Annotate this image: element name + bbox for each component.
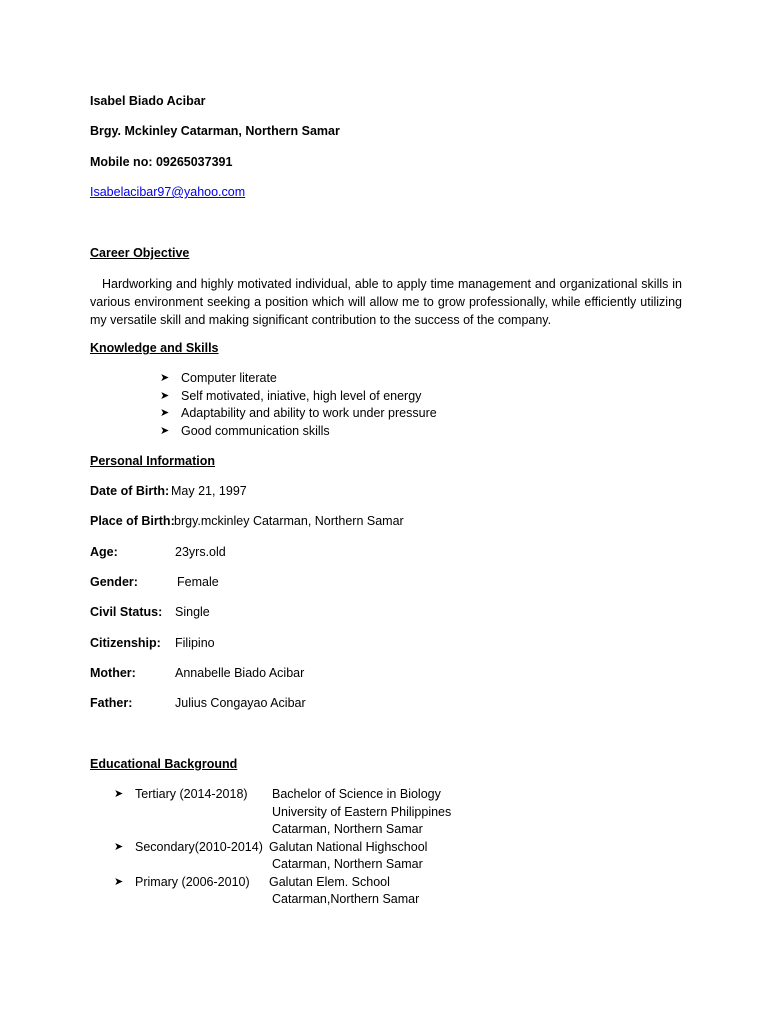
education-detail: Catarman, Northern Samar	[272, 857, 423, 871]
education-detail: Catarman, Northern Samar	[272, 822, 423, 836]
skills-heading: Knowledge and Skills	[90, 341, 219, 355]
email-link[interactable]: Isabelacibar97@yahoo.com	[90, 185, 246, 199]
personal-info-heading: Personal Information	[90, 454, 216, 468]
father-label: Father:	[90, 696, 133, 710]
arrowhead-bullet-icon: ➤	[114, 788, 124, 800]
civil-status-label: Civil Status:	[90, 605, 163, 619]
skill-item: Computer literate	[181, 371, 277, 385]
mother-label: Mother:	[90, 666, 136, 680]
career-objective-text	[90, 275, 682, 329]
civil-status-value: Single	[175, 605, 210, 619]
gender-label: Gender:	[90, 575, 138, 589]
education-level: Primary (2006-2010)	[135, 875, 250, 889]
education-detail: University of Eastern Philippines	[272, 805, 452, 819]
gender-value: Female	[177, 575, 219, 589]
dob-label: Date of Birth:	[90, 484, 170, 498]
education-level: Tertiary (2014-2018)	[135, 787, 248, 801]
dob-value: May 21, 1997	[171, 484, 247, 498]
arrowhead-bullet-icon: ➤	[160, 372, 170, 384]
education-detail: Catarman,Northern Samar	[272, 892, 420, 906]
education-detail: Bachelor of Science in Biology	[272, 787, 441, 801]
education-level: Secondary(2010-2014)	[135, 840, 263, 854]
citizenship-label: Citizenship:	[90, 636, 161, 650]
age-label: Age:	[90, 545, 118, 559]
skill-item: Adaptability and ability to work under pressure	[181, 406, 437, 420]
pob-label: Place of Birth:	[90, 514, 175, 528]
age-value: 23yrs.old	[175, 545, 226, 559]
citizenship-value: Filipino	[175, 636, 215, 650]
address: Brgy. Mckinley Catarman, Northern Samar	[90, 124, 340, 138]
career-objective-heading: Career Objective	[90, 246, 190, 260]
arrowhead-bullet-icon: ➤	[114, 841, 124, 853]
mobile-number: Mobile no: 09265037391	[90, 155, 233, 169]
mother-value: Annabelle Biado Acibar	[175, 666, 305, 680]
skill-item: Self motivated, iniative, high level of energy	[181, 389, 422, 403]
arrowhead-bullet-icon: ➤	[114, 876, 124, 888]
education-detail: Galutan Elem. School	[269, 875, 390, 889]
pob-value: brgy.mckinley Catarman, Northern Samar	[174, 514, 404, 528]
education-heading: Educational Background	[90, 757, 238, 771]
arrowhead-bullet-icon: ➤	[160, 425, 170, 437]
career-objective-body: Hardworking and highly motivated individual, able to apply time management and organizational skills in various environment seeking a position which will allow me to grow professionally, while efficiently utilizing my versatile skill and making significant contribution to the success of the company.	[90, 277, 682, 327]
applicant-name: Isabel Biado Acibar	[90, 94, 206, 108]
skill-item: Good communication skills	[181, 424, 330, 438]
education-detail: Galutan National Highschool	[269, 840, 428, 854]
father-value: Julius Congayao Acibar	[175, 696, 306, 710]
arrowhead-bullet-icon: ➤	[160, 407, 170, 419]
arrowhead-bullet-icon: ➤	[160, 390, 170, 402]
